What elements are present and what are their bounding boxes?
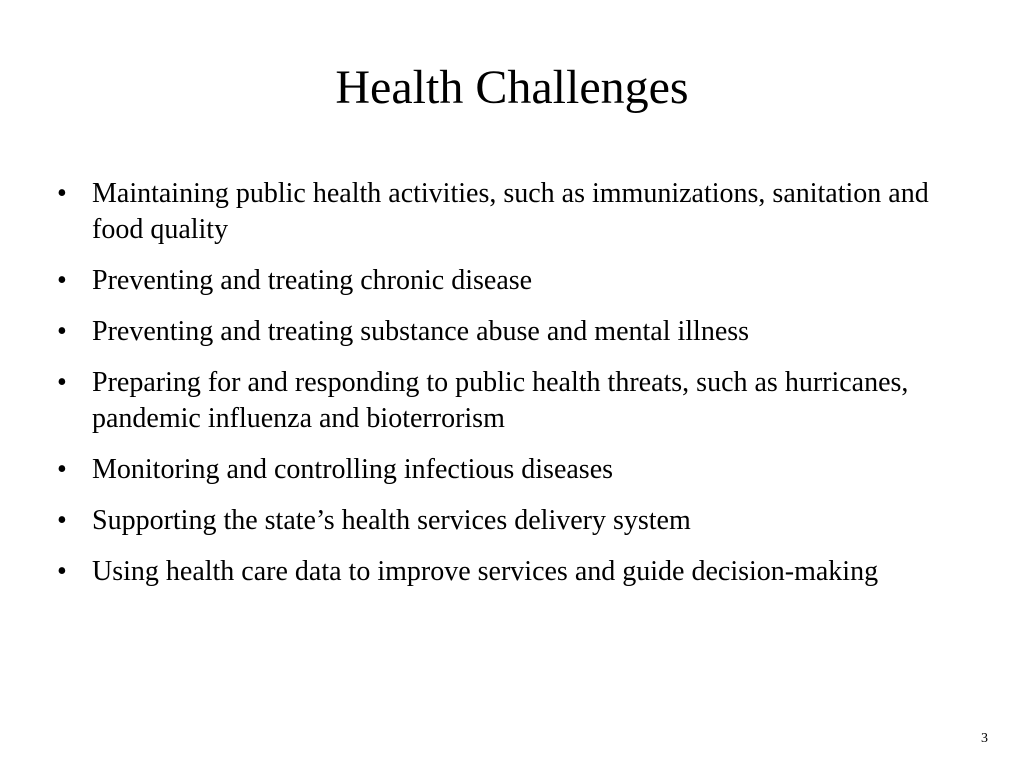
bullet-text: Preventing and treating substance abuse and mental illness	[92, 316, 750, 347]
bullet-text: Monitoring and controlling infectious diseases	[92, 454, 614, 485]
bullet-item	[57, 452, 967, 488]
bullet-icon: •	[57, 454, 67, 485]
bullet-text: Preparing for and responding to public health threats, such as hurricanes, pandemic influenza and bioterrorism	[92, 367, 909, 434]
bullet-icon: •	[57, 505, 67, 536]
bullet-item	[57, 263, 967, 299]
bullet-text: Using health care data to improve services and guide decision-making	[92, 556, 879, 587]
bullet-icon: •	[57, 178, 67, 209]
bullet-text: Maintaining public health activities, such as immunizations, sanitation and food quality	[92, 178, 929, 245]
bullet-icon: •	[57, 265, 67, 296]
bullet-item	[57, 554, 967, 590]
slide-title: Health Challenges	[335, 61, 689, 114]
bullet-item	[57, 503, 967, 539]
bullet-icon: •	[57, 316, 67, 347]
bullet-list	[57, 176, 967, 605]
bullet-item	[57, 176, 967, 248]
slide-number: 3	[981, 731, 988, 746]
bullet-item	[57, 365, 967, 437]
bullet-text: Preventing and treating chronic disease	[92, 265, 533, 296]
bullet-icon: •	[57, 556, 67, 587]
bullet-item	[57, 314, 967, 350]
bullet-text: Supporting the state’s health services delivery system	[92, 505, 691, 536]
bullet-icon: •	[57, 367, 67, 398]
